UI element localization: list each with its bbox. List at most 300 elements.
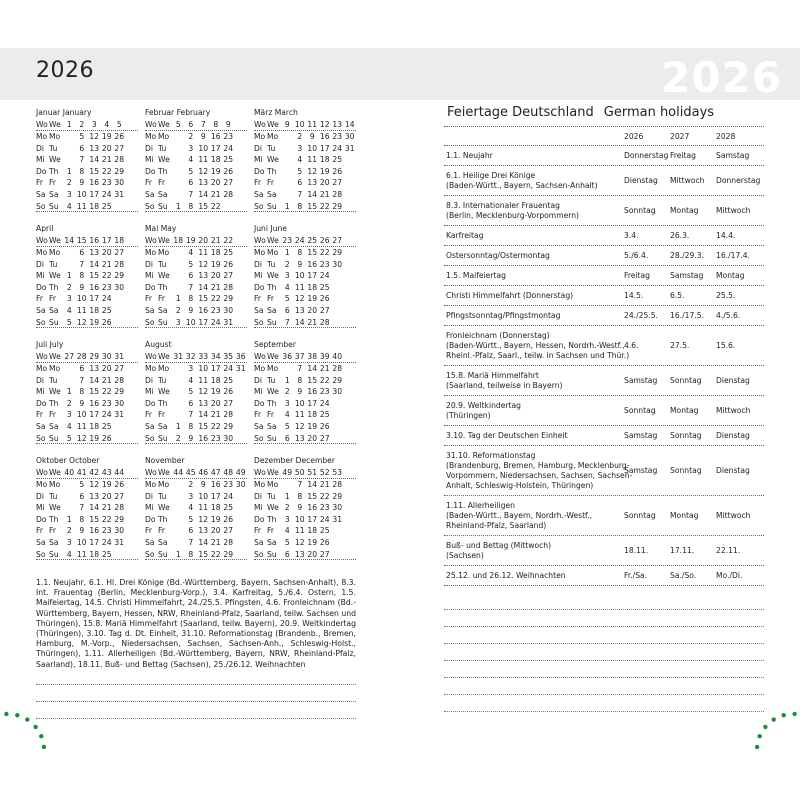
week-number: 23 [282,236,293,245]
day-row [145,375,247,387]
day-row [36,386,138,398]
ring-dot [15,713,19,717]
day-row [254,189,356,201]
day-number: 27 [223,178,234,188]
month-title: September [254,340,296,349]
week-label: We [267,352,279,361]
day-row [36,363,138,375]
day-number: 18 [89,201,100,211]
month-title: Juni June [254,224,287,233]
note-line[interactable] [36,668,356,685]
day-number: 12 [198,514,209,524]
note-line[interactable] [444,695,764,712]
week-number: 40 [64,468,75,477]
holiday-name [446,401,624,421]
day-row [36,479,138,491]
day-row [254,131,356,143]
day-number [235,502,248,514]
day-number [63,375,76,387]
weekday-en: Th [158,166,168,176]
day-number: 15 [307,491,318,501]
day-row [254,201,356,213]
month-title: November [145,456,185,465]
note-line[interactable] [36,685,356,702]
day-number: 1 [66,387,72,397]
day-number [331,270,344,282]
weekday-de: Fr [36,178,43,188]
day-number: 24 [223,364,234,373]
day-number [281,143,294,155]
day-number [172,409,185,421]
weekday-en: We [49,271,61,281]
day-number [331,398,344,410]
day-number [331,282,344,294]
day-number: 13 [89,364,100,373]
day-number [172,514,185,526]
holiday-date: 22.11. [716,546,741,555]
ring-dot [4,712,8,716]
day-number: 4 [66,549,72,559]
day-number: 22 [101,514,112,524]
day-row [36,514,138,526]
weekday-en: Mo [158,480,170,489]
week-number: 11 [307,120,318,129]
day-number: 16 [89,282,100,292]
day-number [235,525,248,537]
day-number: 5 [284,294,290,304]
day-number [63,479,76,491]
day-number: 9 [188,305,194,315]
day-row [254,247,356,259]
weekday-en: Tu [158,375,167,385]
day-number: 20 [307,433,318,443]
day-row [254,177,356,189]
week-number: 15 [76,236,87,245]
week-label: We [49,468,61,477]
day-number: 18 [307,410,318,420]
weekday-de: Di [36,143,44,153]
weekday-de: So [36,317,46,327]
weekday-en: We [267,503,279,513]
day-number: 2 [66,526,72,536]
holiday-date: 17.11. [670,546,695,555]
ring-dot [33,725,37,729]
day-row [36,247,138,259]
day-row [145,317,247,329]
day-number [281,166,294,178]
day-number: 4 [284,526,290,536]
day-number [63,259,76,271]
weekday-en: We [49,155,61,165]
day-number: 8 [188,549,194,559]
day-number: 24 [210,317,221,327]
weekday-de: So [145,317,155,327]
day-number: 31 [114,410,125,420]
day-number: 17 [307,398,318,408]
day-number: 25 [319,410,330,420]
day-number: 6 [188,178,194,188]
day-number: 21 [319,480,330,489]
day-number: 12 [294,421,305,431]
day-number: 12 [307,166,318,176]
weekday-en: Fr [158,526,165,536]
month-title: Januar January [36,108,92,117]
week-number: 42 [89,468,100,477]
day-number: 16 [89,178,100,188]
weekday-en: Tu [49,143,58,153]
day-number [172,525,185,537]
weekday-de: Di [254,259,262,269]
day-number: 20 [307,549,318,559]
day-number: 30 [332,503,343,513]
day-number: 24 [223,143,234,153]
day-number: 10 [76,537,87,547]
weekday-de: Mo [36,364,48,373]
day-number [331,525,344,537]
day-row [145,386,247,398]
week-number: 8 [213,120,219,129]
day-row [254,514,356,526]
weekday-en: Mo [49,364,61,373]
day-number: 17 [210,491,221,501]
week-number: 27 [332,236,343,245]
weekday-de: Sa [254,189,264,199]
day-number: 1 [175,549,181,559]
holiday-date: Dienstag [624,176,658,185]
week-number-row [254,467,356,479]
day-number: 12 [198,259,209,269]
holiday-row [444,366,764,396]
day-number [113,549,126,560]
day-number: 8 [188,201,194,211]
holiday-date: Mittwoch [716,406,751,415]
day-number: 8 [79,514,85,524]
holiday-row [444,306,764,326]
day-number: 22 [210,549,221,559]
week-number: 48 [223,468,234,477]
day-row [36,409,138,421]
day-number: 14 [198,282,209,292]
note-line[interactable] [444,678,764,695]
weekday-en: Sa [49,305,59,315]
day-number: 5 [188,259,194,269]
day-number: 12 [294,537,305,547]
day-number: 28 [332,189,343,199]
weekday-de: Mo [254,248,266,257]
weekday-en: Fr [49,526,56,536]
day-number: 13 [294,305,305,315]
week-number: 18 [173,236,184,245]
note-line[interactable] [444,593,764,610]
weekday-en: Sa [267,305,277,315]
day-row [36,177,138,189]
weekday-de: Mo [145,248,157,257]
day-number: 30 [344,132,355,141]
holiday-date: 28./29.3. [670,251,704,260]
day-number: 10 [198,143,209,153]
weekday-en: We [158,503,170,513]
holiday-date: Sonntag [624,511,656,520]
day-number: 22 [319,248,330,257]
day-row [254,398,356,410]
weekday-en: Th [267,514,277,524]
holiday-date: 26.3. [670,231,690,240]
ring-dot [755,745,759,749]
weekday-en: Mo [49,132,61,141]
weekday-en: Tu [267,143,276,153]
day-number: 6 [79,491,85,501]
holiday-date: Mittwoch [716,511,751,520]
week-number-row [145,119,247,131]
day-row [36,317,138,329]
day-row [36,375,138,387]
weekday-de: Mi [254,503,263,513]
week-number: 16 [89,236,100,245]
weekday-de: Mo [145,364,157,373]
day-number [235,549,248,560]
day-number: 15 [89,514,100,524]
week-label: We [267,468,279,477]
week-number: 41 [76,468,87,477]
day-number: 16 [210,480,221,489]
holiday-name [446,311,624,321]
day-number [172,166,185,178]
holiday-row [444,446,764,496]
day-number [331,549,344,560]
holiday-name-line: 1.11. Allerheiligen [446,500,515,510]
holiday-date: Samstag [670,271,704,280]
day-number: 20 [307,305,318,315]
day-number: 14 [307,480,318,489]
day-number: 9 [79,398,85,408]
day-row [145,143,247,155]
weekday-de: Mi [254,387,263,397]
week-number: 31 [114,352,125,361]
day-number [172,154,185,166]
holiday-date: Montag [670,406,699,415]
day-number: 8 [79,166,85,176]
holiday-date: Donnerstag [624,151,669,160]
day-number [235,398,248,410]
note-line[interactable] [444,610,764,627]
week-number: 20 [198,236,209,245]
day-row [145,259,247,271]
day-number: 3 [188,364,194,373]
day-row [254,549,356,561]
week-number: 33 [198,352,209,361]
day-number [281,363,294,375]
holiday-name-line: (Baden-Württ., Bayern, Nordrh.-Westf., [446,510,592,520]
weekday-en: Fr [267,178,274,188]
day-number: 13 [294,549,305,559]
day-number: 25 [101,549,112,559]
day-number: 30 [223,433,234,443]
day-number: 19 [307,294,318,304]
day-number: 16 [89,398,100,408]
weekday-en: Fr [267,294,274,304]
day-number: 22 [319,491,330,501]
holiday-name-line: 20.9. Weltkindertag [446,400,521,410]
day-number: 13 [198,271,209,281]
holiday-name-line: (Brandenburg, Bremen, Hamburg, Mecklenburg- [446,460,630,470]
weekday-de: Sa [36,305,46,315]
day-number: 24 [101,294,112,304]
day-row [254,259,356,271]
day-number: 11 [307,155,318,165]
day-number: 11 [198,248,209,257]
day-number: 8 [79,271,85,281]
weekday-de: Sa [145,305,155,315]
ring-dot [758,734,762,738]
weekday-en: Su [49,549,59,559]
week-label: We [267,120,279,129]
day-number: 29 [223,294,234,304]
day-number: 25 [319,526,330,536]
weekday-de: Di [36,375,44,385]
day-number: 5 [188,387,194,397]
day-row [254,166,356,178]
weekday-en: Tu [267,259,276,269]
note-line[interactable] [444,661,764,678]
day-row [254,143,356,155]
day-number: 15 [198,294,209,304]
day-number: 3 [175,317,181,327]
weekday-de: Di [145,375,153,385]
holiday-name-line: Karfreitag [446,230,484,240]
note-line[interactable] [36,702,356,719]
day-number: 10 [198,491,209,501]
day-row [36,537,138,549]
weekday-en: We [267,155,279,165]
day-number [235,514,248,526]
weekday-de: So [36,549,46,559]
day-number: 6 [188,271,194,281]
holiday-row [444,146,764,166]
weekday-de: Fr [145,294,152,304]
day-number: 29 [332,375,343,385]
week-number: 50 [294,468,305,477]
holiday-name [446,501,624,531]
holiday-date: 24./25.5. [624,311,658,320]
holiday-date: Dienstag [716,376,750,385]
day-number: 16 [89,526,100,536]
month-block [254,107,356,223]
week-number-row [36,119,138,131]
weekday-de: Do [145,166,156,176]
day-row [36,421,138,433]
day-number [172,282,185,294]
week-number: 3 [91,120,97,129]
weekday-en: Fr [267,526,274,536]
day-number: 2 [175,433,181,443]
day-number: 18 [89,305,100,315]
day-row [145,189,247,201]
day-number: 5 [79,132,85,141]
week-number: 13 [332,120,343,129]
day-number: 28 [332,480,343,489]
day-number: 19 [307,421,318,431]
day-number: 18 [210,503,221,513]
week-number: 38 [307,352,318,361]
weekday-en: Su [158,317,168,327]
day-number: 26 [223,514,234,524]
weekday-en: Th [158,398,168,408]
day-number: 7 [79,375,85,385]
day-number: 6 [297,178,303,188]
weekday-en: We [267,387,279,397]
holiday-date: 15.6. [716,341,736,350]
day-number: 10 [294,398,305,408]
day-number: 7 [79,503,85,513]
day-number: 9 [297,259,303,269]
day-number: 9 [188,433,194,443]
holiday-name-line: (Berlin, Mecklenburg-Vorpommern) [446,210,580,220]
day-number: 12 [198,166,209,176]
week-number: 49 [282,468,293,477]
weekday-de: Do [145,398,156,408]
weekday-de: Sa [145,537,155,547]
day-number: 3 [66,294,72,304]
day-number: 10 [76,294,87,304]
day-number: 27 [114,143,125,153]
day-row [145,491,247,503]
day-number: 30 [114,282,125,292]
day-number: 9 [79,178,85,188]
month-row [36,107,356,223]
day-number: 9 [297,387,303,397]
day-number: 12 [89,132,100,141]
day-row [145,433,247,445]
day-number: 17 [319,143,330,153]
day-number: 24 [101,537,112,547]
day-row [36,491,138,503]
day-row [254,433,356,445]
day-number: 23 [101,398,112,408]
day-row [145,363,247,375]
week-number-row [36,351,138,363]
holiday-date: Samstag [624,466,658,475]
weekday-de: Di [36,259,44,269]
day-number: 26 [223,387,234,397]
weekday-en: Mo [267,480,279,489]
week-number: 44 [114,468,125,477]
note-line[interactable] [444,627,764,644]
day-number: 21 [210,537,221,547]
holiday-name [446,371,624,391]
day-row [145,398,247,410]
day-number: 8 [297,248,303,257]
weekday-en: Su [158,549,168,559]
holiday-name [446,171,624,191]
weekday-de: Do [145,514,156,524]
weekday-en: Tu [49,259,58,269]
day-number: 30 [114,526,125,536]
holiday-date: Samstag [716,151,750,160]
day-number: 14 [198,410,209,420]
note-line[interactable] [444,644,764,661]
day-number: 5 [188,514,194,524]
weekday-en: Mo [158,248,170,257]
day-number: 30 [332,259,343,269]
weekday-de: Sa [36,189,46,199]
weekday-de: So [254,549,264,559]
day-number: 21 [210,282,221,292]
week-label: We [49,352,61,361]
holiday-name [446,330,630,361]
holiday-name-line: (Baden-Württ., Bayern, Sachsen-Anhalt) [446,180,598,190]
day-row [36,189,138,201]
week-number: 52 [319,468,330,477]
